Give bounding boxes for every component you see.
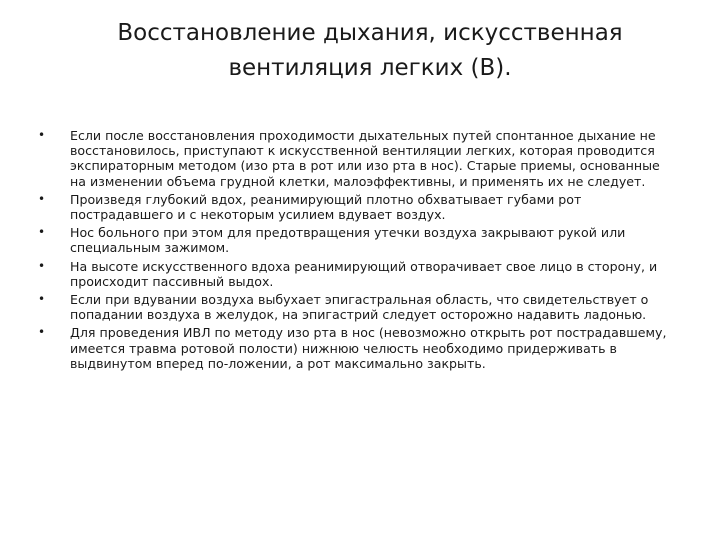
slide-title-line-2: вентиляция легких (В). bbox=[228, 55, 512, 81]
bullet-dot-icon: • bbox=[38, 258, 46, 273]
bullet-dot-icon: • bbox=[38, 128, 46, 142]
bullet-item-2 bbox=[38, 192, 678, 222]
bullet-text-6: Для проведения ИВЛ по методу изо рта в нос (невозможно открыть рот пострадавшему, имеется травма ротовой полости) нижнюю челюсть необходимо придерживать в выдвинутом вперед по-ложении, а рот максимально закрыть. bbox=[70, 325, 667, 371]
bullet-dot-icon: • bbox=[38, 191, 46, 206]
bullet-text-1: Если после восстановления проходимости дыхательных путей спонтанное дыхание не восстановилось, приступают к искусственной вентиляции легких, которая проводится экспираторным методом (изо рта в рот или изо рта в нос). Старые приемы, основанные на изменении объема грудной клетки, малоэффективны, и применять их не следует. bbox=[70, 128, 660, 189]
bullet-text-3: Нос больного при этом для предотвращения утечки воздуха закрывают рукой или специальным зажимом. bbox=[70, 225, 626, 256]
bullet-text-4: На высоте искусственного вдоха реанимирующий отворачивает свое лицо в сторону, и происходит пассивный выдох. bbox=[70, 258, 658, 289]
bullet-item-3 bbox=[38, 225, 678, 255]
bullet-item-4 bbox=[38, 259, 678, 289]
bullet-text-5: Если при вдувании воздуха выбухает эпигастральная область, что свидетельствует о попадании воздуха в желудок, на эпигастрий следует осторожно надавить ладонью. bbox=[70, 292, 649, 323]
slide-title-line-1: Восстановление дыхания, искусственная bbox=[117, 20, 623, 46]
slide-title bbox=[60, 16, 680, 86]
bullet-item-6 bbox=[38, 325, 678, 371]
bullet-dot-icon: • bbox=[38, 325, 46, 340]
bullet-text-2: Произведя глубокий вдох, реанимирующий плотно обхватывает губами рот пострадавшего и с некоторым усилием вдувает воздух. bbox=[70, 191, 582, 223]
bullet-dot-icon: • bbox=[38, 292, 46, 307]
bullet-item-5 bbox=[38, 292, 678, 322]
bullet-item-1 bbox=[38, 128, 678, 189]
bullet-dot-icon: • bbox=[38, 225, 46, 240]
bullet-list bbox=[38, 128, 678, 374]
